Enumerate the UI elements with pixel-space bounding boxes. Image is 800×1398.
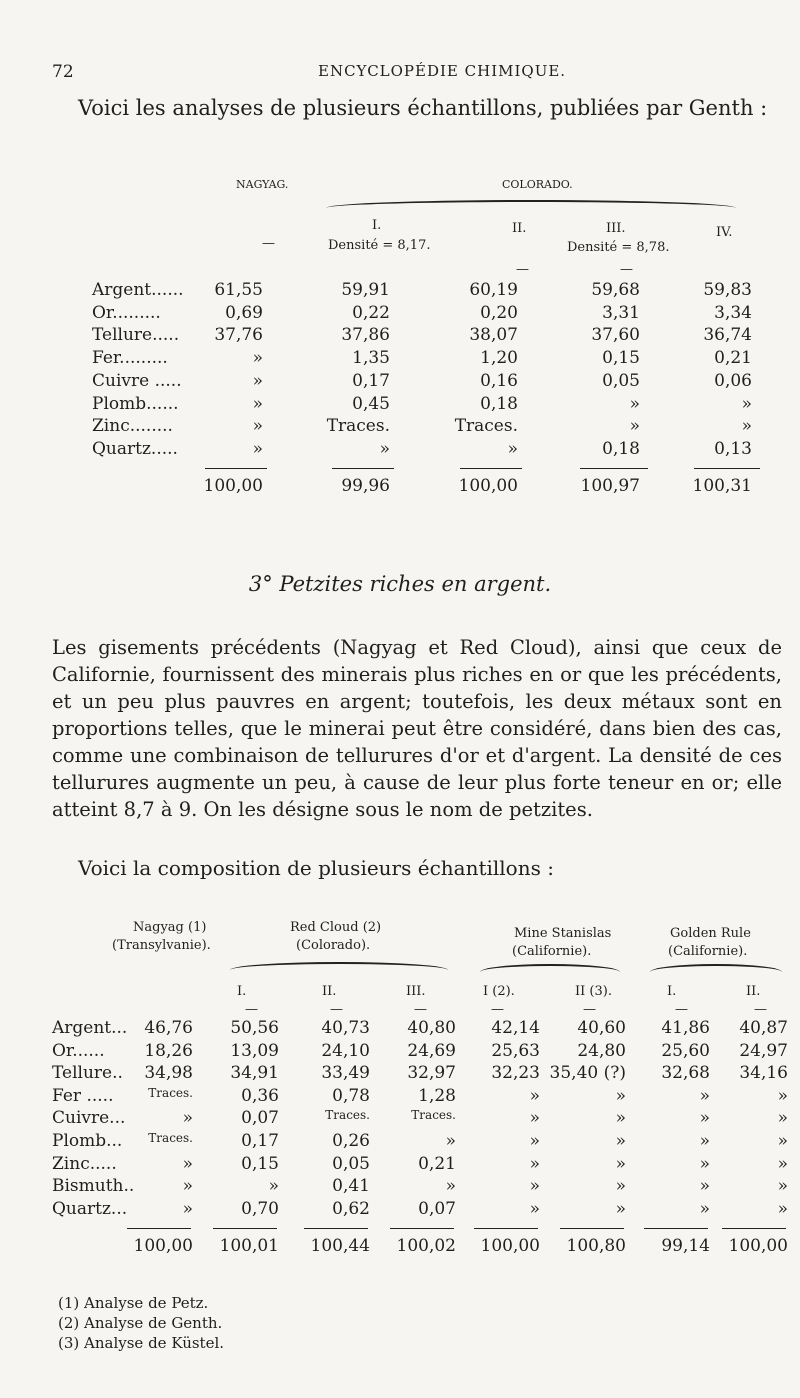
t2-cell: » — [529, 1153, 540, 1174]
golden-rule-brace — [650, 964, 782, 972]
t2-cell: 0,07 — [241, 1108, 279, 1129]
t1-cell: » — [252, 416, 263, 437]
t2-group-sub-3: (Californie). — [668, 944, 748, 959]
t1-cell: 1,35 — [352, 348, 390, 369]
t1-cell: Traces. — [326, 416, 390, 437]
t2-col-dash: — — [491, 1002, 504, 1017]
t1-dash-3: — — [620, 262, 633, 277]
t2-cell: » — [529, 1108, 540, 1129]
t2-total: 99,14 — [661, 1236, 710, 1256]
t2-cell: 41,86 — [661, 1018, 710, 1038]
t1-cell: » — [379, 438, 390, 459]
t2-cell: 42,14 — [491, 1018, 540, 1038]
t2-cell: 46,76 — [144, 1018, 193, 1038]
t2-cell: 13,09 — [230, 1040, 279, 1061]
footnote-1: (1) Analyse de Petz. — [58, 1294, 209, 1312]
t2-total: 100,00 — [728, 1236, 788, 1256]
t2-row-label: Cuivre... — [52, 1108, 126, 1129]
t1-cell: 0,05 — [602, 370, 640, 391]
t1-cell: 0,69 — [225, 302, 263, 323]
t2-cell: » — [529, 1131, 540, 1151]
t1-col-head-1: I. — [372, 218, 382, 233]
t1-cell: 0,22 — [352, 302, 390, 323]
t2-cell: » — [268, 1176, 279, 1197]
t1-cell: » — [252, 370, 263, 391]
t2-cell: 32,23 — [491, 1063, 540, 1084]
t1-col-head-0: — — [262, 236, 275, 251]
t1-total: 99,96 — [341, 476, 390, 496]
t1-cell: 0,18 — [480, 393, 518, 414]
t2-cell: Traces. — [325, 1108, 370, 1123]
t2-cell: 50,56 — [230, 1018, 279, 1038]
t2-row-label: Quartz... — [52, 1198, 128, 1219]
t1-total: 100,00 — [203, 476, 263, 496]
t1-row-label: Plomb...... — [92, 393, 179, 414]
t1-cell: 3,34 — [714, 302, 752, 323]
t1-cell: 61,55 — [214, 280, 263, 300]
t1-row-label: Quartz..... — [92, 438, 178, 459]
t2-cell: » — [777, 1153, 788, 1174]
t2-sum-rule — [644, 1228, 708, 1229]
t2-cell: 34,91 — [230, 1063, 279, 1084]
t1-row-label: Fer......... — [92, 348, 168, 369]
t1-col-head-3: III. — [606, 221, 626, 236]
t1-cell: » — [741, 393, 752, 414]
t2-cell: » — [182, 1108, 193, 1129]
t2-col-head: II (3). — [575, 984, 612, 999]
t2-total: 100,44 — [310, 1236, 370, 1256]
intro-sentence-2: Voici la composition de plusieurs échantillons : — [78, 856, 554, 880]
t2-row-label: Zinc..... — [52, 1153, 117, 1174]
intro-sentence-1: Voici les analyses de plusieurs échantillons, publiées par Genth : — [78, 96, 768, 120]
t1-cell: » — [629, 416, 640, 437]
t2-row-label: Argent... — [52, 1018, 128, 1038]
t2-cell: 0,21 — [418, 1153, 456, 1174]
t2-col-head: I (2). — [483, 984, 515, 999]
t2-cell: 40,87 — [739, 1018, 788, 1038]
t1-cell: 37,76 — [214, 325, 263, 346]
t2-cell: » — [182, 1153, 193, 1174]
t2-cell: » — [615, 1108, 626, 1129]
t1-cell: 0,15 — [602, 348, 640, 369]
t1-cell: 0,45 — [352, 393, 390, 414]
t1-total: 100,97 — [580, 476, 640, 496]
t1-cell: » — [741, 416, 752, 437]
t2-col-dash: — — [583, 1002, 596, 1017]
t2-cell: 40,73 — [321, 1018, 370, 1038]
t2-col-head: III. — [406, 984, 426, 999]
t2-cell: 24,69 — [407, 1040, 456, 1061]
t2-group-name-3: Golden Rule — [670, 926, 751, 941]
t1-cell: 0,18 — [602, 438, 640, 459]
t2-cell: 0,62 — [332, 1198, 370, 1219]
colorado-brace — [326, 200, 736, 208]
section-title: 3° Petzites riches en argent. — [248, 572, 552, 596]
group-colorado: COLORADO. — [502, 178, 573, 191]
t1-total: 100,31 — [692, 476, 752, 496]
t2-col-dash: — — [754, 1002, 767, 1017]
t1-cell: 0,13 — [714, 438, 752, 459]
t1-col-head-2: II. — [512, 221, 527, 236]
t2-cell: 32,97 — [407, 1063, 456, 1084]
t2-sum-rule — [390, 1228, 454, 1229]
t2-cell: » — [529, 1198, 540, 1219]
t2-cell: 0,26 — [332, 1131, 370, 1151]
t2-cell: 0,41 — [332, 1176, 370, 1197]
t2-cell: Traces. — [148, 1131, 193, 1145]
t2-total: 100,00 — [480, 1236, 540, 1256]
t2-cell: 24,80 — [577, 1040, 626, 1061]
t1-col-head-4: IV. — [716, 225, 733, 240]
t2-cell: 40,80 — [407, 1018, 456, 1038]
t1-cell: 59,91 — [341, 280, 390, 300]
t2-total: 100,80 — [566, 1236, 626, 1256]
stanislas-brace — [480, 964, 620, 972]
t2-cell: » — [615, 1131, 626, 1151]
t2-row-label: Tellure.. — [52, 1063, 123, 1084]
t2-sum-rule — [304, 1228, 368, 1229]
t2-cell: » — [777, 1198, 788, 1219]
running-title: ENCYCLOPÉDIE CHIMIQUE. — [318, 62, 567, 80]
t2-row-label: Bismuth.. — [52, 1176, 135, 1197]
t2-cell: » — [777, 1085, 788, 1106]
t2-cell: » — [699, 1198, 710, 1219]
t1-row-label: Zinc........ — [92, 416, 173, 437]
t1-cell: 36,74 — [703, 325, 752, 346]
t1-density-3: Densité = 8,78. — [567, 240, 670, 255]
t2-cell: 0,17 — [241, 1131, 279, 1151]
t1-cell: 59,68 — [591, 280, 640, 300]
t2-cell: » — [615, 1198, 626, 1219]
t2-cell: » — [777, 1108, 788, 1129]
t2-cell: » — [699, 1176, 710, 1197]
t2-col-head: II. — [322, 984, 337, 999]
t1-cell: 0,06 — [714, 370, 752, 391]
t2-cell: 0,15 — [241, 1153, 279, 1174]
t2-cell: Traces. — [148, 1085, 193, 1100]
t1-dash-2: — — [516, 262, 529, 277]
t2-row-label: Fer ..... — [52, 1085, 114, 1106]
t2-group-sub-1: (Colorado). — [296, 938, 371, 953]
t2-cell: 25,63 — [491, 1040, 540, 1061]
paragraph-petzites: Les gisements précédents (Nagyag et Red Cloud), ainsi que ceux de Californie, fournissent des minerais plus riches en or que les précédents, et un peu plus pauvres en argent; toutefois, les deux métaux sont en proportions telles, que le minerai peut être considéré, dans bien des cas, comme une combinaison de tellurures d'or et d'argent. La densité de ces tellurures augmente un peu, à cause de leur plus forte teneur en or; elle atteint 8,7 à 9. On les désigne sous le nom de petzites. — [52, 636, 782, 821]
t2-cell: 0,70 — [241, 1198, 279, 1219]
t2-col-head: I. — [237, 984, 247, 999]
t2-cell: » — [529, 1176, 540, 1197]
t2-total: 100,01 — [219, 1236, 279, 1256]
t2-cell: 40,60 — [577, 1018, 626, 1038]
t2-cell: 0,05 — [332, 1153, 370, 1174]
footnote-2: (2) Analyse de Genth. — [58, 1314, 223, 1332]
t1-row-label: Cuivre ..... — [92, 370, 182, 391]
t2-row-label: Or...... — [52, 1040, 105, 1061]
t2-cell: 33,49 — [321, 1063, 370, 1084]
t1-cell: 0,16 — [480, 370, 518, 391]
t2-cell: » — [777, 1131, 788, 1151]
t2-cell: » — [445, 1176, 456, 1197]
t1-density-1: Densité = 8,17. — [328, 238, 431, 253]
page-number: 72 — [52, 62, 74, 82]
t2-group-sub-2: (Californie). — [512, 944, 592, 959]
t2-cell: » — [445, 1131, 456, 1151]
t2-sum-rule — [127, 1228, 191, 1229]
t2-cell: » — [699, 1153, 710, 1174]
t2-sum-rule — [213, 1228, 277, 1229]
t2-cell: » — [182, 1176, 193, 1197]
t1-cell: 1,20 — [480, 348, 518, 369]
t1-cell: 60,19 — [469, 280, 518, 300]
t2-cell: 25,60 — [661, 1040, 710, 1061]
t1-row-label: Argent...... — [92, 280, 184, 300]
t2-total: 100,02 — [396, 1236, 456, 1256]
footnote-3: (3) Analyse de Küstel. — [58, 1334, 225, 1352]
t1-cell: 59,83 — [703, 280, 752, 300]
t2-cell: » — [615, 1176, 626, 1197]
t1-cell: 38,07 — [469, 325, 518, 346]
t2-cell: 0,07 — [418, 1198, 456, 1219]
t2-row-label: Plomb... — [52, 1131, 123, 1151]
t2-col-dash: — — [675, 1002, 688, 1017]
t2-cell: 18,26 — [144, 1040, 193, 1061]
t2-col-head: I. — [667, 984, 677, 999]
t1-total: 100,00 — [458, 476, 518, 496]
t2-cell: 35,40 (?) — [549, 1063, 626, 1084]
t2-cell: » — [615, 1153, 626, 1174]
t2-sum-rule — [474, 1228, 538, 1229]
t2-col-dash: — — [414, 1002, 427, 1017]
red-cloud-brace — [230, 962, 448, 970]
t2-col-head: II. — [746, 984, 761, 999]
t2-cell: 1,28 — [418, 1085, 456, 1106]
t2-group-name-1: Red Cloud (2) — [290, 920, 382, 935]
t2-group-name-0: Nagyag (1) — [133, 920, 207, 935]
t1-row-label: Tellure..... — [92, 325, 180, 346]
t2-group-name-2: Mine Stanislas — [514, 926, 612, 941]
t2-cell: » — [699, 1108, 710, 1129]
t1-cell: » — [252, 438, 263, 459]
t1-cell: 0,20 — [480, 302, 518, 323]
t1-cell: 37,86 — [341, 325, 390, 346]
t2-cell: » — [615, 1085, 626, 1106]
t2-cell: 34,98 — [144, 1063, 193, 1084]
t2-col-dash: — — [330, 1002, 343, 1017]
t2-cell: » — [777, 1176, 788, 1197]
t2-cell: 24,10 — [321, 1040, 370, 1061]
t1-cell: 0,21 — [714, 348, 752, 369]
t1-cell: 0,17 — [352, 370, 390, 391]
t2-sum-rule — [722, 1228, 786, 1229]
t2-cell: 24,97 — [739, 1040, 788, 1061]
t2-col-dash: — — [245, 1002, 258, 1017]
t1-cell: » — [629, 393, 640, 414]
t2-cell: 0,78 — [332, 1085, 370, 1106]
t1-row-label: Or......... — [92, 302, 161, 323]
t1-cell: » — [507, 438, 518, 459]
t1-cell: » — [252, 393, 263, 414]
group-nagyag: NAGYAG. — [236, 178, 289, 191]
t2-total: 100,00 — [133, 1236, 193, 1256]
t2-group-sub-0: (Transylvanie). — [112, 938, 211, 953]
t2-cell: 34,16 — [739, 1063, 788, 1084]
t1-cell: » — [252, 348, 263, 369]
t1-cell: 3,31 — [602, 302, 640, 323]
t2-cell: » — [182, 1198, 193, 1219]
t2-cell: » — [529, 1085, 540, 1106]
t2-cell: Traces. — [411, 1108, 456, 1123]
t1-cell: 37,60 — [591, 325, 640, 346]
t1-cell: Traces. — [454, 416, 518, 437]
t2-cell: » — [699, 1131, 710, 1151]
t2-cell: » — [699, 1085, 710, 1106]
t2-cell: 32,68 — [661, 1063, 710, 1084]
t2-cell: 0,36 — [241, 1085, 279, 1106]
t2-sum-rule — [560, 1228, 624, 1229]
